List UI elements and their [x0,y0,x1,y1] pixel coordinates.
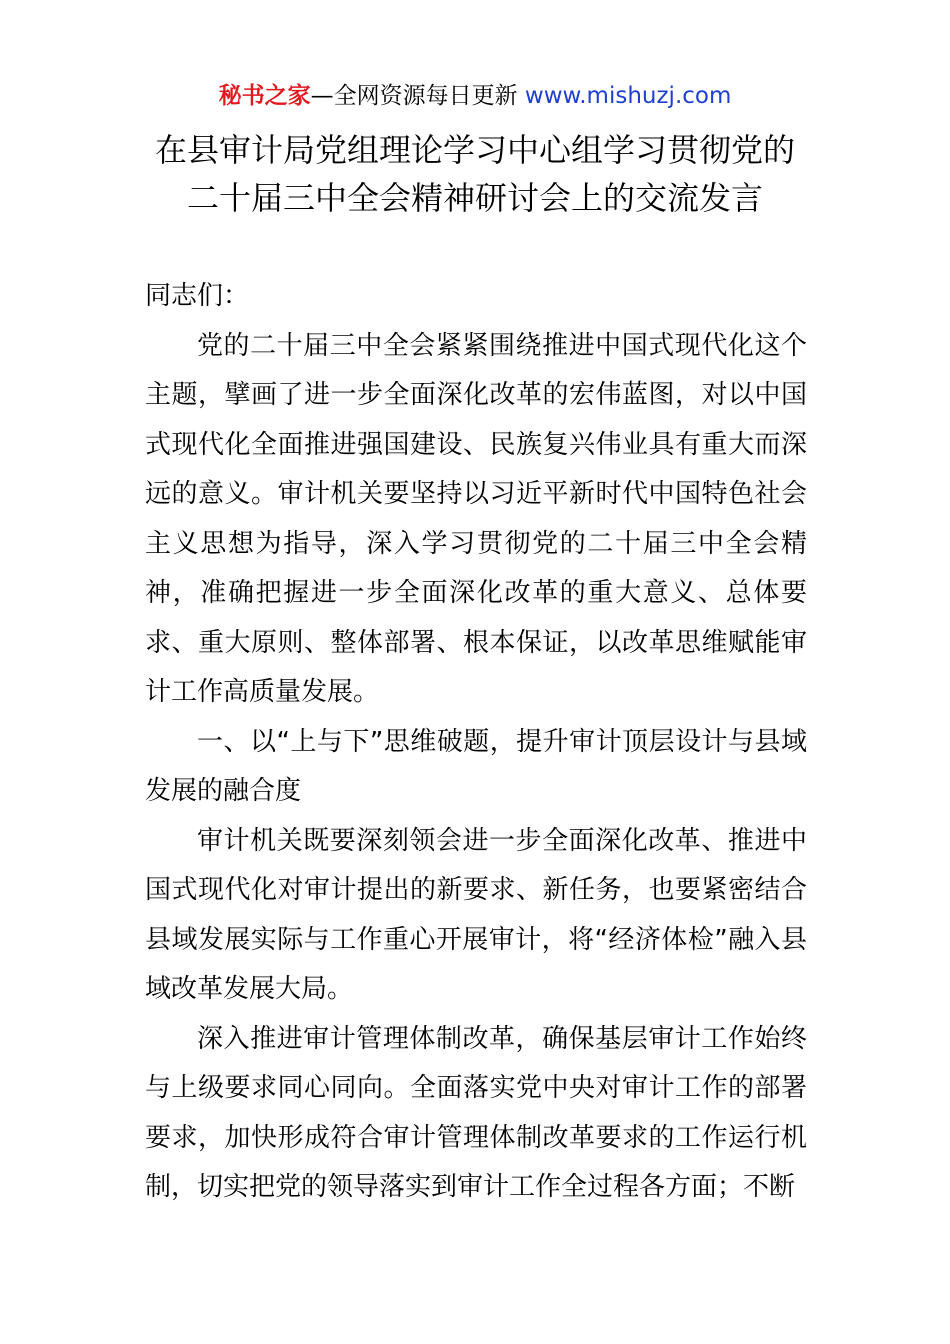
document-title-line-2: 二十届三中全会精神研讨会上的交流发言 [186,179,763,217]
site-header [0,80,950,112]
document-title-line-1: 在县审计局党组理论学习中心组学习贯彻党的 [154,131,795,169]
site-brand: 秘书之家 [218,83,311,109]
salutation: 同志们： [145,281,250,311]
paragraph-section-1: 审计机关既要深刻领会进一步全面深化改革、推进中国式现代化对审计提出的新要求、新任务，也要紧密结合县域发展实际与工作重心开展审计，将“经济体检”融入县域改革发展大局。 [145,825,807,1004]
document-body [145,272,807,1213]
site-url-link[interactable]: www.mishuzj.com [524,83,732,109]
paragraph-intro: 党的二十届三中全会紧紧围绕推进中国式现代化这个主题，擘画了进一步全面深化改革的宏伟蓝图，对以中国式现代化全面推进强国建设、民族复兴伟业具有重大而深远的意义。审计机关要坚持以习近平新时代中国特色社会主义思想为指导，深入学习贯彻党的二十届三中全会精神，准确把握进一步全面深化改革的重大意义、总体要求、重大原则、整体部署、根本保证，以改革思维赋能审计工作高质量发展。 [145,330,807,707]
paragraph-reform: 深入推进审计管理体制改革，确保基层审计工作始终与上级要求同心同向。全面落实党中央对审计工作的部署要求，加快形成符合审计管理体制改革要求的工作运行机制，切实把党的领导落实到审计工作全过程各方面；不断 [145,1023,807,1202]
site-tagline: —全网资源每日更新 [310,83,518,109]
section-heading-1: 一、以“上与下”思维破题，提升审计顶层设计与县域发展的融合度 [145,726,807,806]
document-title [0,126,950,222]
